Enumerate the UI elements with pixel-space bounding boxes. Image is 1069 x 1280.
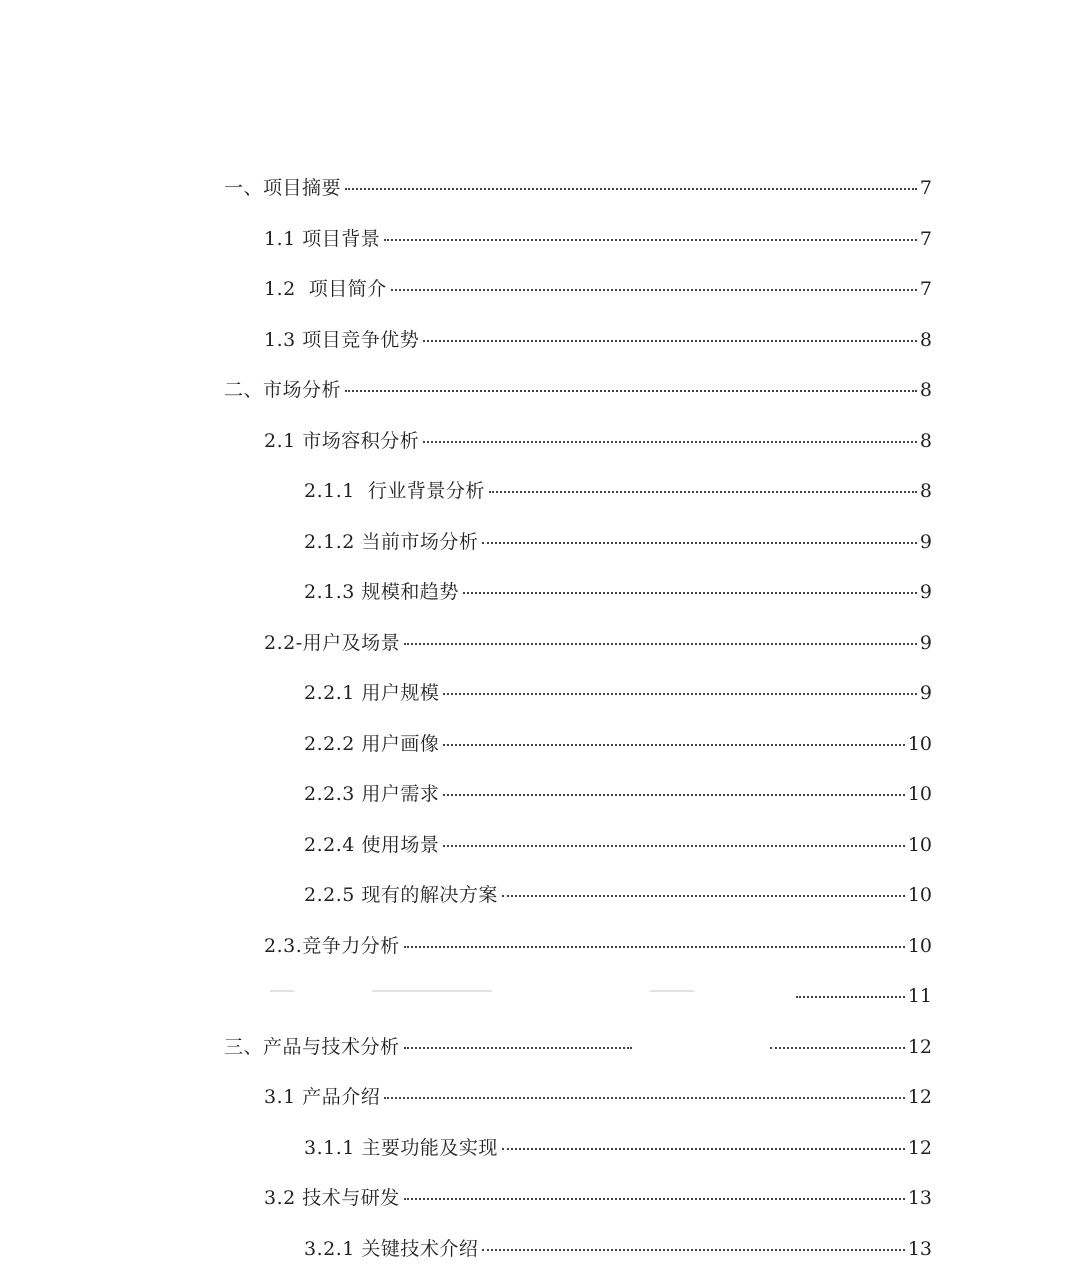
toc-entry-title: 2.2.2 用户画像 <box>304 732 440 755</box>
toc-dot-leader <box>345 188 917 190</box>
toc-entry[interactable] <box>264 1077 932 1117</box>
toc-page-number: 13 <box>907 1237 932 1260</box>
toc-dot-leader <box>502 895 905 897</box>
toc-entry[interactable] <box>304 774 932 814</box>
toc-entry[interactable] <box>264 219 932 259</box>
toc-dot-leader <box>404 946 905 948</box>
toc-page-number: 10 <box>907 833 932 856</box>
toc-entry-title: 二、市场分析 <box>224 379 342 401</box>
toc-entry[interactable] <box>304 724 932 764</box>
toc-entry[interactable] <box>304 673 932 713</box>
toc-entry-title: 2.1 市场容积分析 <box>264 429 420 452</box>
toc-dot-leader <box>482 1249 904 1251</box>
toc-entry-title: 3.1 产品介绍 <box>264 1086 381 1108</box>
toc-entry-title: 1.2 项目简介 <box>264 278 387 300</box>
toc-entry[interactable] <box>304 1229 932 1269</box>
toc-dot-leader <box>443 693 917 695</box>
toc-page-number: 9 <box>919 581 932 603</box>
toc-dot-leader <box>384 239 917 241</box>
toc-page-number: 9 <box>919 682 932 704</box>
toc-entry-title: 1.1 项目背景 <box>264 227 381 250</box>
toc-entry[interactable] <box>304 825 932 865</box>
toc-page-number: 12 <box>907 1035 932 1058</box>
toc-dot-leader <box>443 845 904 847</box>
toc-entry-title: 3.1.1 主要功能及实现 <box>304 1136 498 1159</box>
toc-page-number: 13 <box>907 1187 932 1209</box>
toc-page-number: 10 <box>907 732 932 755</box>
toc-dot-leader <box>489 491 917 493</box>
toc-dot-leader <box>423 441 917 443</box>
toc-dot-leader <box>482 542 917 544</box>
toc-page-number: 12 <box>907 1136 932 1159</box>
toc-entry[interactable] <box>264 976 932 1016</box>
toc-entry-title: 2.1.2 当前市场分析 <box>304 530 479 553</box>
toc-dot-leader <box>796 996 905 998</box>
toc-page-number: 12 <box>907 1086 932 1108</box>
toc-entry[interactable] <box>304 522 932 562</box>
toc-dot-leader <box>404 1198 905 1200</box>
toc-dot-leader <box>391 289 917 291</box>
toc-entry[interactable] <box>224 1027 932 1067</box>
toc-page-number: 7 <box>919 278 932 300</box>
toc-entry-title: 2.1.1 行业背景分析 <box>304 480 485 502</box>
toc-page-number: 7 <box>919 177 932 199</box>
toc-dot-leader <box>502 1148 905 1150</box>
toc-dot-leader <box>463 592 917 594</box>
toc-entry-title: 三、产品与技术分析 <box>224 1035 400 1058</box>
toc-entry-title: 1.3 项目竞争优势 <box>264 328 420 351</box>
toc-entry-title: 2.2.5 现有的解决方案 <box>304 884 498 906</box>
toc-page-number: 11 <box>907 985 932 1007</box>
toc-entry[interactable] <box>304 1128 932 1168</box>
toc-page-number: 9 <box>919 631 932 654</box>
toc-page-number: 10 <box>907 934 932 957</box>
toc-entry[interactable] <box>264 926 932 966</box>
toc-entry[interactable] <box>264 269 932 309</box>
toc-dot-leader <box>384 1097 905 1099</box>
toc-entry[interactable] <box>304 572 932 612</box>
scan-smudge <box>270 990 294 992</box>
scan-smudge <box>650 990 694 992</box>
toc-page-number: 9 <box>919 530 932 553</box>
toc-page-number: 8 <box>919 480 932 502</box>
toc-entry-title: 2.2.1 用户规模 <box>304 682 440 704</box>
toc-page-number: 7 <box>919 227 932 250</box>
toc-page-number: 10 <box>907 884 932 906</box>
toc-entry-title: 2.2.3 用户需求 <box>304 783 440 805</box>
toc-entry[interactable] <box>264 421 932 461</box>
toc-entry-title: 2.2-用户及场景 <box>264 631 401 654</box>
toc-entry[interactable] <box>264 320 932 360</box>
toc-entry[interactable] <box>224 168 932 208</box>
toc-dot-leader <box>345 390 917 392</box>
toc-entry[interactable] <box>224 370 932 410</box>
toc-entry-title: 2.3.竞争力分析 <box>264 934 400 957</box>
toc-entry-title: 3.2.1 关键技术介绍 <box>304 1237 479 1260</box>
toc-entry[interactable] <box>304 875 932 915</box>
toc-dot-leader <box>443 744 904 746</box>
toc-entry[interactable] <box>264 1178 932 1218</box>
toc-dot-leader <box>423 340 917 342</box>
toc-page-number: 8 <box>919 328 932 351</box>
toc-entry-title: 3.2 技术与研发 <box>264 1187 400 1209</box>
toc-dot-leader <box>404 643 917 645</box>
toc-page-number: 10 <box>907 783 932 805</box>
toc-entry[interactable] <box>304 471 932 511</box>
toc-page-number: 8 <box>919 379 932 401</box>
toc-dot-leader <box>400 1051 908 1053</box>
toc-page-number: 8 <box>919 429 932 452</box>
toc-entry[interactable] <box>264 623 932 663</box>
toc-entry-title: 一、项目摘要 <box>224 177 342 199</box>
toc-dot-leader <box>443 794 904 796</box>
scan-smudge <box>372 990 492 992</box>
toc-entry-title: 2.1.3 规模和趋势 <box>304 581 459 603</box>
toc-entry-title: 2.2.4 使用场景 <box>304 833 440 856</box>
